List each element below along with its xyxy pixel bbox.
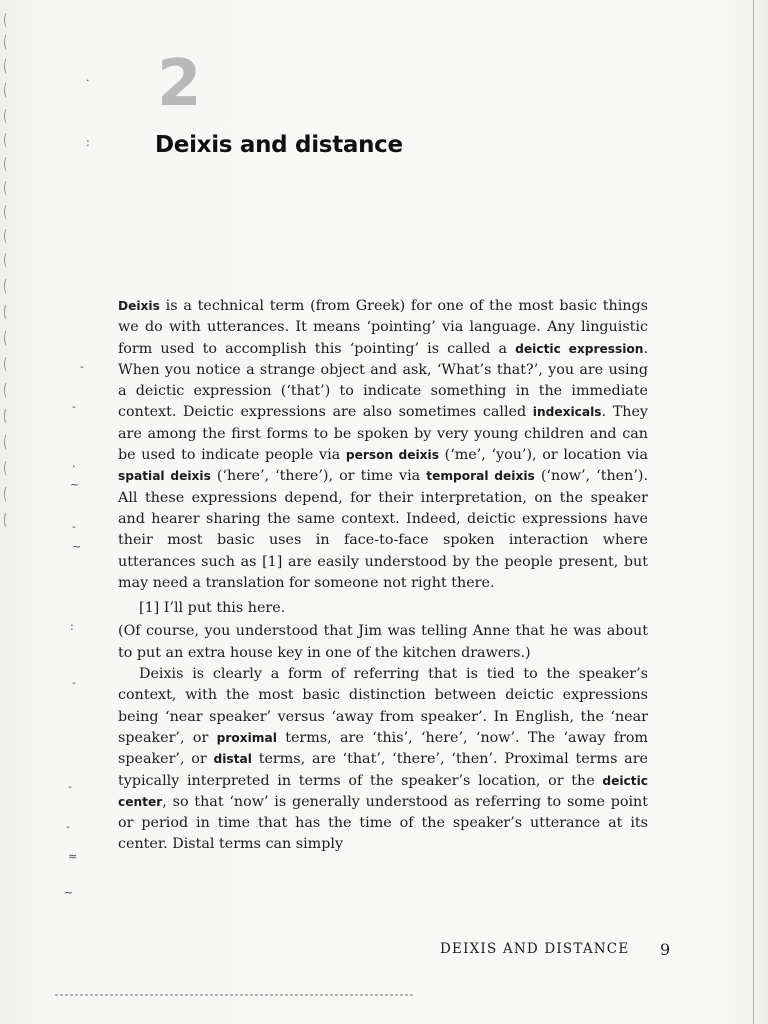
paragraph-1-text-1: is a technical term (from Greek) for one of the most basic things we do with utterances. It means ‘pointing’ via language. Any linguistic form used to accomplish this ‘pointing’ is called a — [118, 298, 648, 357]
paragraph-3-text-1: Deixis is clearly a form of referring that is tied to the speaker’s context, with the most basic distinction between deictic expressions being ‘near speaker’ versus ‘away from speaker’. In English, the ‘near speaker’, or — [118, 666, 648, 746]
page-number: 9 — [660, 940, 671, 959]
term-indexicals: indexicals — [532, 405, 602, 420]
term-deixis: Deixis — [118, 299, 160, 313]
paragraph-3 — [118, 664, 648, 856]
term-proximal: proximal — [216, 730, 277, 745]
paragraph-1-text-5: (‘here’, ‘there’), or time via — [210, 468, 427, 485]
chapter-number: 2 — [157, 47, 200, 121]
paragraph-1-text-3: . They are among the first forms to be spoken by very young children and can be used to indicate people via — [118, 404, 648, 464]
term-deictic-expression: deictic expression — [515, 341, 644, 356]
running-footer: DEIXIS AND DISTANCE — [440, 941, 630, 957]
paragraph-1 — [118, 296, 648, 594]
term-spatial-deixis: spatial deixis — [118, 469, 211, 484]
binding-edge-marks: ( ( ( ( ( ( ( ( ( ( ( ( ( ( ( ( ( ( ( ( ( — [3, 10, 7, 529]
term-distal: distal — [213, 752, 252, 767]
paragraph-1-text-6: (‘now’, ‘then’). All these expressions depend, for their interpretation, on the speaker and hearer sharing the same context. Indeed, deictic expressions have their most basic uses in face-to-face spoken interaction where utterances such as [1] are easily understood by the people present, but may need a translation for someone not right there. — [118, 468, 648, 591]
paragraph-3-text-2: terms, are ‘this’, ‘here’, ‘now’. The ‘away from speaker’, or — [118, 729, 648, 768]
margin-scan-specks: · : - - · ~ - ~ : - - - ≈ ~ — [64, 74, 90, 899]
scan-artifact-line — [55, 994, 415, 996]
scan-edge-line — [753, 0, 754, 1024]
chapter-body — [118, 296, 648, 856]
paragraph-3-text-4: , so that ‘now’ is generally understood as referring to some point or period in time that has the time of the speaker’s utterance at its center. Distal terms can simply — [118, 793, 648, 853]
term-temporal-deixis: temporal deixis — [426, 469, 535, 484]
example-1: [1] I’ll put this here. — [139, 600, 286, 617]
paragraph-1-text-4: (‘me’, ‘you’), or location via — [438, 447, 649, 464]
chapter-title: Deixis and distance — [155, 132, 403, 158]
paragraph-1-text-2: . When you notice a strange object and ask, ‘What’s that?’, you are using a deictic expression (‘that’) to indicate something in the immediate context. Deictic expressions are also sometimes called — [118, 340, 649, 421]
paragraph-2: (Of course, you understood that Jim was telling Anne that he was about to put an extra house key in one of the kitchen drawers.) — [118, 623, 648, 661]
paragraph-3-text-3: terms, are ‘that’, ‘there’, ‘then’. Proximal terms are typically interpreted in terms of the speaker’s location, or the — [118, 751, 648, 789]
term-person-deixis: person deixis — [345, 448, 439, 463]
term-deictic-center: deictic center — [118, 773, 648, 809]
